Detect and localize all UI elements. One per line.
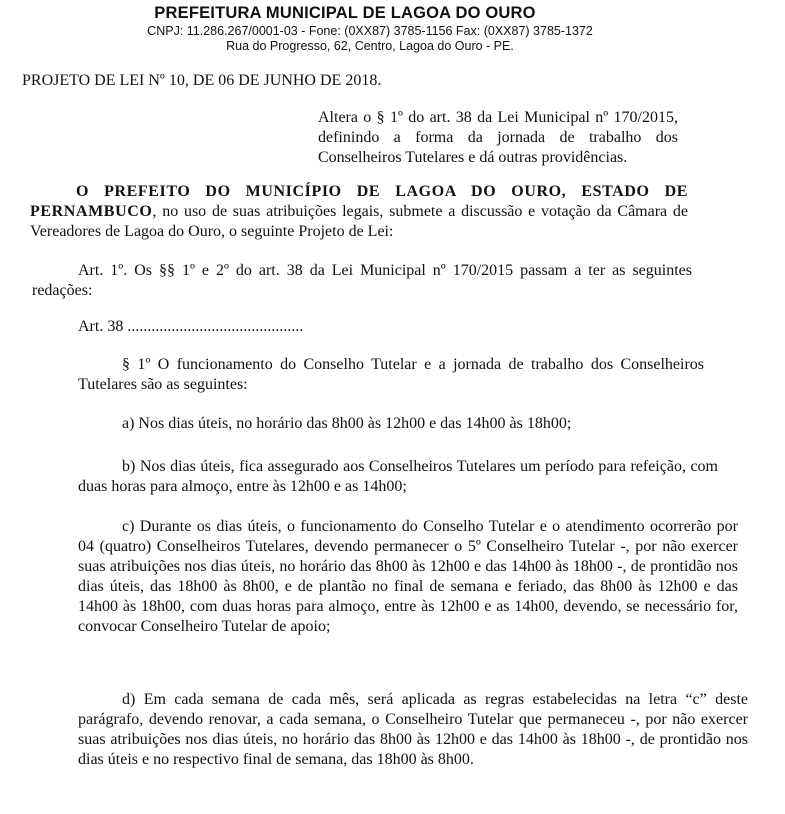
- preamble-rest: , no uso de suas atribuições legais, submete a discussão e votação da Câmara de Vereadores de Lagoa do Ouro, o seguinte Projeto de Lei:: [30, 203, 688, 240]
- item-b: b) Nos dias úteis, fica assegurado aos Conselheiros Tutelares um período para refeição, com duas horas para almoço, entre às 12h00 e as 14h00;: [78, 458, 718, 495]
- document-heading: PROJETO DE LEI Nº 10, DE 06 DE JUNHO DE 2018.: [22, 72, 382, 89]
- preamble-bold: O PREFEITO DO MUNICÍPIO DE LAGOA DO OURO, ESTADO DE PERNAMBUCO: [30, 183, 688, 220]
- item-a: a) Nos dias úteis, no horário das 8h00 às 12h00 e das 14h00 às 18h00;: [122, 415, 572, 432]
- ementa: Altera o § 1º do art. 38 da Lei Municipal nº 170/2015, definindo a forma da jornada de trabalho dos Conselheiros Tutelares e dá outras providências.: [318, 109, 678, 166]
- article-1: Art. 1º. Os §§ 1º e 2º do art. 38 da Lei Municipal nº 170/2015 passam a ter as seguintes redações:: [32, 262, 692, 299]
- letterhead-contact: CNPJ: 11.286.267/0001-03 - Fone: (0XX87) 3785-1156 Fax: (0XX87) 3785-1372: [147, 23, 593, 38]
- paragraph-1: § 1º O funcionamento do Conselho Tutelar e a jornada de trabalho dos Conselheiros Tutelares são as seguintes:: [78, 356, 704, 393]
- letterhead-address: Rua do Progresso, 62, Centro, Lagoa do Ouro - PE.: [226, 39, 514, 54]
- letterhead: [0, 3, 680, 55]
- article-38: Art. 38 ............................................: [78, 318, 304, 335]
- item-d: d) Em cada semana de cada mês, será aplicada as regras estabelecidas na letra “c” deste parágrafo, devendo renovar, a cada semana, o Conselheiro Tutelar que permaneceu -, por não exercer suas atribuições nos dias úteis, no horário das 8h00 às 12h00 e das 14h00 às 18h00 -, de prontidão nos dias úteis e no respectivo final de semana, das 18h00 às 8h00.: [78, 691, 748, 768]
- letterhead-title: PREFEITURA MUNICIPAL DE LAGOA DO OURO: [154, 4, 536, 22]
- item-c: c) Durante os dias úteis, o funcionamento do Conselho Tutelar e o atendimento ocorrerão por 04 (quatro) Conselheiros Tutelares, devendo permanecer o 5º Conselheiro Tutelar -, por não exercer suas atribuições nos dias úteis, no horário das 8h00 às 12h00 e das 14h00 às 18h00 -, de prontidão nos dias úteis, das 18h00 às 8h00, e de plantão no final de semana e feriado, das 8h00 às 12h00 e das 14h00 às 18h00, com duas horas para almoço, entre às 12h00 e as 14h00, devendo, se necessário for, convocar Conselheiro Tutelar de apoio;: [78, 518, 738, 635]
- preamble: [30, 182, 688, 242]
